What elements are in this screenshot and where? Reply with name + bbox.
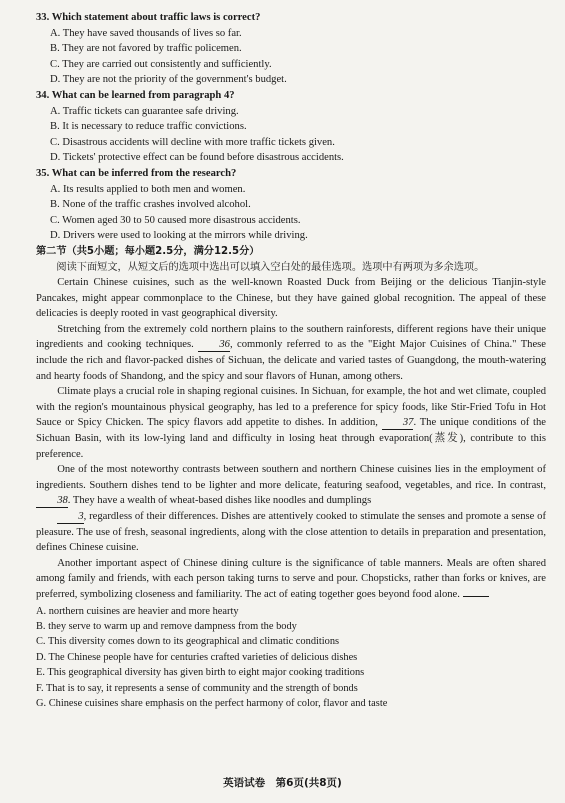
option-c: C. Women aged 30 to 50 caused more disastrous accidents. (50, 214, 301, 226)
page-footer: 英语试卷 第6页(共8页) (223, 777, 342, 789)
option-d: D. They are not the priority of the government's budget. (50, 74, 287, 86)
blank-38: 38 (36, 495, 68, 508)
option-d: D. Tickets' protective effect can be found before disastrous accidents. (50, 152, 344, 164)
answer-option-d: D. The Chinese people have for centuries crafted varieties of delicious dishes (36, 651, 358, 663)
blank-36: 36 (198, 339, 230, 352)
option-b: B. They are not favored by traffic policemen. (50, 43, 242, 55)
paragraph-text: Another important aspect of Chinese dining culture is the significance of table manners. Meals are often shared among family and friends, with each person taking turns to serve and pour. Chopsticks, rather than forks or knives, are preferred, symbolizing closeness and familiarity. The act of eating together goes beyond food alone. (36, 557, 546, 600)
answer-option-e: E. This geographical diversity has given birth to eight major cooking traditions (36, 667, 365, 679)
answer-option-b: B. they serve to warm up and remove dampness from the body (36, 620, 297, 632)
question-stem: 33. Which statement about traffic laws is correct? (36, 12, 261, 23)
paragraph-text: . The unique conditions of the Sichuan Basin, with its low-lying land and difficulty in losing heat through evaporation(蒸发), contribute to this preference. (36, 417, 546, 460)
passage-paragraph-5 (36, 509, 546, 556)
passage-paragraph-4 (36, 462, 546, 509)
section-title: 第二节（共5小题；每小题2.5分，满分12.5分） (36, 245, 260, 257)
answer-option-g: G. Chinese cuisines share emphasis on the perfect harmony of color, flavor and taste (36, 698, 388, 709)
passage-paragraph-6 (36, 556, 546, 603)
answer-option-c: C. This diversity comes down to its geographical and climatic conditions (36, 636, 340, 648)
option-b: B. None of the traffic crashes involved alcohol. (50, 199, 251, 211)
passage-paragraph-2 (36, 322, 546, 384)
option-c: C. Disastrous accidents will decline with more traffic tickets given. (50, 136, 335, 148)
section-instruction: 阅读下面短文，从短文后的选项中选出可以填入空白处的最佳选项。选项中有两项为多余选项。 (56, 261, 485, 273)
question-35 (36, 166, 546, 244)
answer-option-f: F. That is to say, it represents a sense of community and the strength of bonds (36, 682, 358, 694)
question-stem: 34. What can be learned from paragraph 4? (36, 89, 235, 101)
paragraph-text: , commonly referred to as the "Eight Major Cuisines of China." These include the rich and flavor-packed dishes of Sichuan, the delicate and varied tastes of Guangdong, the mouth-watering and hearty foods of Shandong, and the spicy and sour flavors of Hunan, among others. (36, 339, 546, 382)
paragraph-text: Climate plays a crucial role in shaping regional cuisines. In Sichuan, for example, the hot and wet climate, coupled with the region's mountainous physical geography, has led to a preference for spicy foods, like Stir-Fried Tofu in Hot Sauce or Spicy Chicken. The spicy flavors add appetite to dishes. In addition, (36, 386, 546, 429)
answer-option-a: A. northern cuisines are heavier and more hearty (36, 605, 239, 617)
answer-options (36, 604, 546, 712)
paragraph-text: . They have a wealth of wheat-based dishes like noodles and dumplings (67, 495, 372, 507)
blank-37: 37 (382, 417, 414, 430)
option-c: C. They are carried out consistently and sufficiently. (50, 58, 272, 70)
option-a: A. Its results applied to both men and women. (50, 183, 246, 195)
passage-paragraph-3 (36, 384, 546, 462)
blank-39: 3 (57, 511, 83, 524)
option-b: B. It is necessary to reduce traffic convictions. (50, 121, 247, 133)
option-a: A. Traffic tickets can guarantee safe driving. (50, 105, 239, 117)
passage-paragraph-1: Certain Chinese cuisines, such as the well-known Roasted Duck from Beijing or the delicious Tianjin-style Pancakes, might appear commonplace to the Chinese, but they have gained global recognition. The appeal of these delicacies is deeply rooted in vast geographical diversity. (36, 277, 546, 320)
paragraph-text: Stretching from the extremely cold northern plains to the southern rainforests, different regions have their unique ingredients and cooking techniques. (36, 323, 546, 351)
option-d: D. Drivers were used to looking at the mirrors while driving. (50, 230, 308, 242)
exam-page (36, 10, 546, 711)
question-stem: 35. What can be inferred from the research? (36, 167, 237, 179)
blank-40 (463, 596, 489, 597)
paragraph-text: , regardless of their differences. Dishes are attentively cooked to stimulate the senses and promote a sense of pleasure. The use of fresh, seasonal ingredients, along with the close attention to details in preparation and presentation, defines Chinese cuisine. (36, 511, 546, 554)
question-33 (36, 10, 546, 88)
paragraph-text: One of the most noteworthy contrasts between southern and northern Chinese cuisines lies in the employment of ingredients. Southern dishes tend to be lighter and more delicate, featuring seafood, vegetables, and rice. In contrast, (36, 464, 546, 491)
question-34 (36, 88, 546, 166)
option-a: A. They have saved thousands of lives so far. (50, 27, 242, 39)
